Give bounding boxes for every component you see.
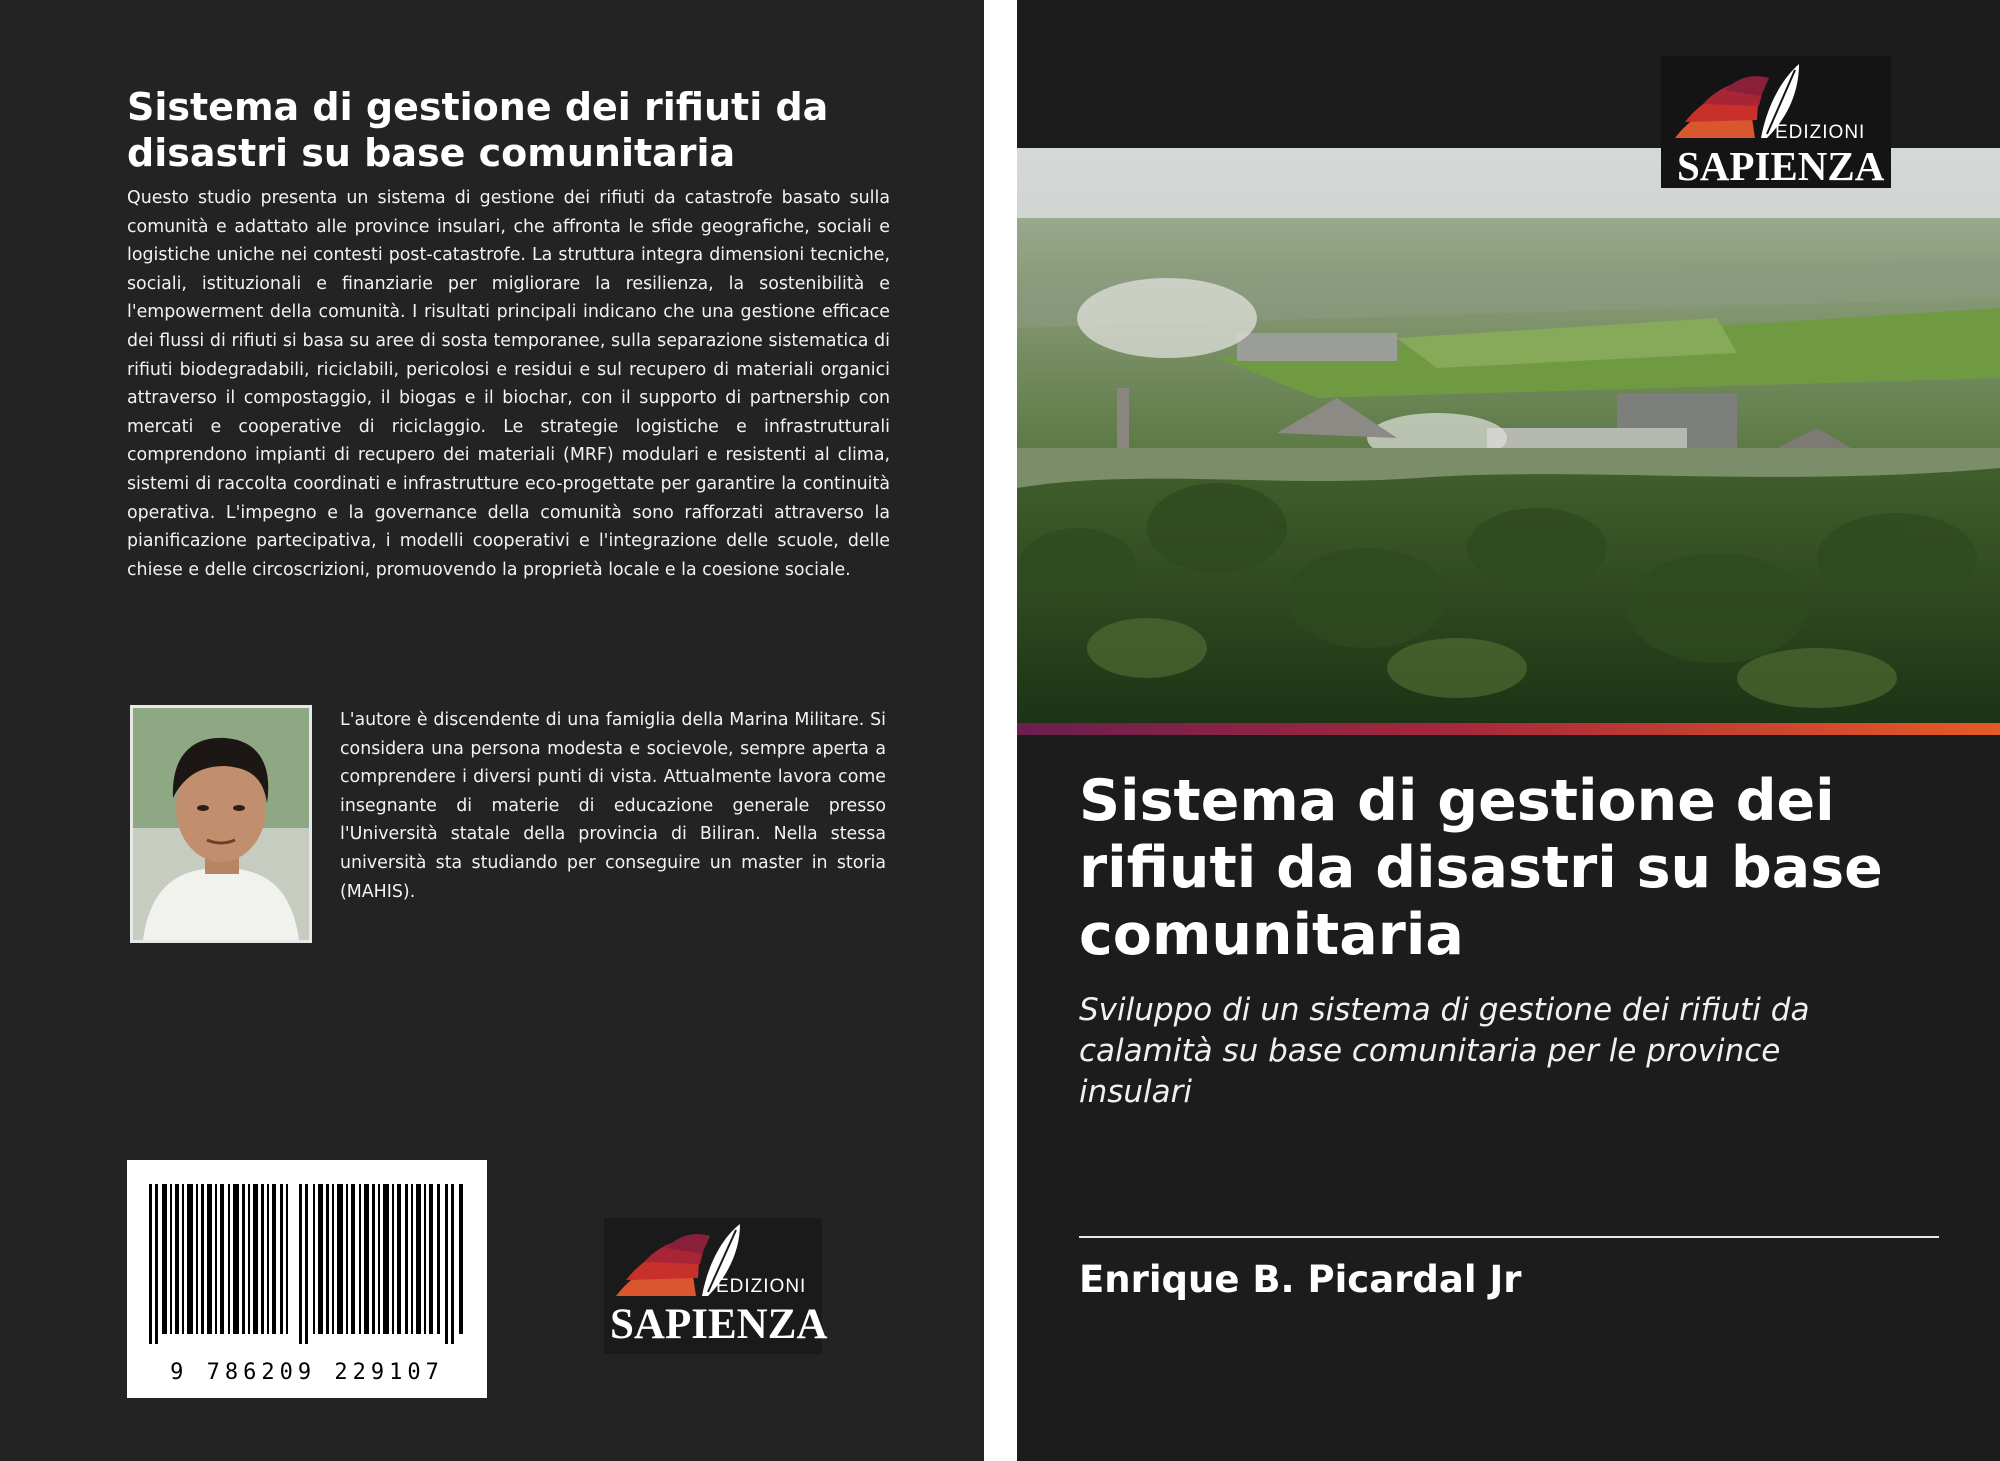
front-cover-subtitle: Sviluppo di un sistema di gestione dei rifiuti da calamità su base comunitaria per le province insulari (1079, 992, 1810, 1110)
publisher-logo-front (1661, 56, 1891, 188)
cover-color-stripe (1017, 723, 2000, 735)
logo-edizioni-text: EDIZIONI (716, 1276, 807, 1297)
front-cover-author: Enrique B. Picardal Jr (1079, 1258, 1522, 1301)
back-cover-summary: Questo studio presenta un sistema di gestione dei rifiuti da catastrofe basato sulla comunità e adattato alle province insulari, che affronta le sfide geografiche, sociali e logistiche uniche nei contesti post-catastrofe. La struttura integra dimensioni tecniche, sociali, istituzionali e finanziarie per migliorare la resilienza, la sostenibilità e l'empowerment della comunità. I risultati principali indicano che una gestione efficace dei flussi di rifiuti si basa su aree di sosta temporanee, sulla separazione sistematica di rifiuti biodegradabili, riciclabili, pericolosi e residui e sul recupero di materiali organici attraverso il compostaggio, il biogas e il biochar, con il supporto di partnership con mercati e cooperative di riciclaggio. Le strategie logistiche e infrastrutturali comprendono impianti di recupero dei materiali (MRF) modulari e resistenti al clima, sistemi di raccolta coordinati e infrastrutture eco-progettate per garantire la continuità operativa. L'impegno e la governance della comunità sono rafforzati attraverso la pianificazione partecipativa, i modelli cooperativi e l'integrazione delle scuole, delle chiese e delle circoscrizioni, promuovendo la proprietà locale e la coesione sociale. (127, 188, 890, 580)
publisher-logo-back (604, 1218, 828, 1354)
industrial-landscape-illustration (1017, 148, 2000, 723)
spine (984, 0, 1017, 1461)
isbn-digits: 9 786209 229107 (170, 1360, 444, 1385)
barcode-bars (149, 1184, 465, 1344)
logo-sapienza-text: SAPIENZA (610, 1301, 828, 1348)
back-cover (0, 0, 984, 1461)
author-portrait-illustration (133, 708, 309, 940)
logo-sapienza-text: SAPIENZA (1677, 143, 1885, 189)
author-photo (130, 705, 312, 943)
back-cover-title: Sistema di gestione dei rifiuti da disastri su base comunitaria (127, 85, 829, 175)
cover-photo-landscape (1017, 148, 2000, 723)
logo-edizioni-text: EDIZIONI (1775, 122, 1866, 143)
divider-rule (1079, 1236, 1939, 1238)
author-bio: L'autore è discendente di una famiglia della Marina Militare. Si considera una persona modesta e socievole, sempre aperta a comprendere i diversi punti di vista. Attualmente lavora come insegnante di materie di educazione generale presso l'Università statale della provincia di Biliran. Nella stessa università sta studiando per conseguire un master in storia (MAHIS). (340, 710, 886, 902)
isbn-barcode (127, 1160, 487, 1398)
front-cover-title: Sistema di gestione dei rifiuti da disastri su base comunitaria (1079, 768, 1883, 968)
